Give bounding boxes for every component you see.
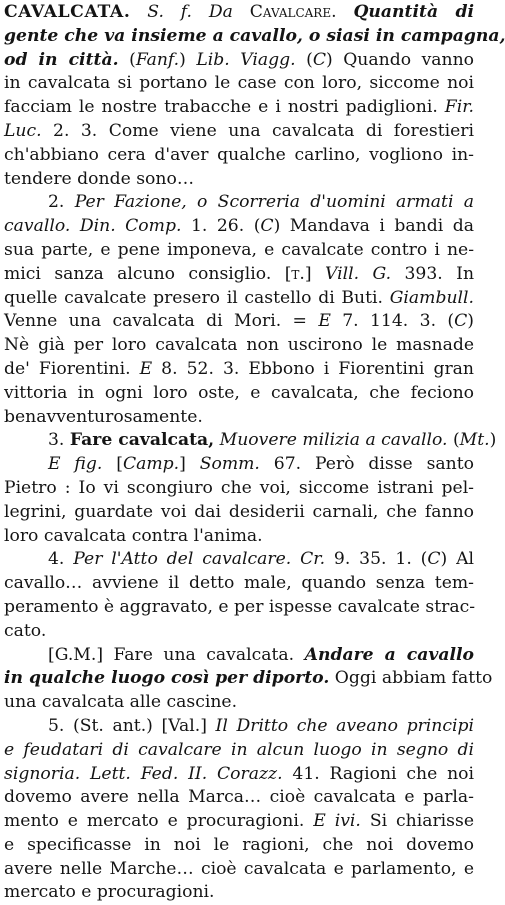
entry-line: avere nelle Marche… cioè cavalcata e parlamento, e: [4, 858, 474, 879]
entry-line: mento e mercato e procuragioni. E ivi. Si chiarisse: [4, 811, 474, 832]
entry-line: e feudatari di cavalcare in alcun luogo in segno di: [4, 739, 474, 760]
entry-line: cavallo. Din. Comp. 1. 26. (C) Mandava i bandi da: [4, 216, 474, 237]
entry-line: tendere donde sono…: [4, 168, 195, 189]
dictionary-entry: [4, 1, 505, 905]
entry-line: in cavalcata si portano le case con loro, siccome noi: [4, 73, 474, 94]
entry-line: mercato e procuragioni.: [4, 882, 215, 903]
entry-line: sua parte, e pene imponeva, e cavalcate contro i ne-: [4, 239, 474, 260]
entry-line: dovemo avere nella Marca… cioè cavalcata e parla-: [4, 787, 474, 808]
entry-line: od in città. (Fanf.) Lib. Viagg. (C) Quando vanno: [4, 49, 475, 70]
entry-line: benavventurosamente.: [4, 406, 203, 427]
entry-line: CAVALCATA. S. f. Da Cavalcare. Quantità di: [4, 2, 475, 22]
entry-line: 2. Per Fazione, o Scorreria d'uomini armati a: [48, 192, 474, 213]
entry-line: signoria. Lett. Fed. II. Corazz. 41. Ragioni che noi: [4, 763, 475, 784]
entry-line: vittoria in ogni loro oste, e cavalcata, che feciono: [4, 382, 474, 403]
entry-line: e specificasse in noi le ragioni, che noi dovemo: [4, 834, 474, 855]
entry-line: 4. Per l'Atto del cavalcare. Cr. 9. 35. 1. (C) Al: [48, 549, 474, 570]
entry-line: in qualche luogo così per diporto. Oggi abbiam fatto: [4, 668, 493, 689]
entry-line: Luc. 2. 3. Come viene una cavalcata di forestieri: [4, 120, 474, 141]
entry-line: legrini, guardate voi dai desiderii carnali, che fanno: [4, 501, 474, 522]
entry-line: Venne una cavalcata di Mori. = E 7. 114. 3. (C): [4, 311, 474, 332]
entry-line: mici sanza alcuno consiglio. [t.] Vill. G. 393. In: [4, 263, 475, 284]
entry-line: peramento è aggravato, e per ispesse cavalcate strac-: [4, 596, 476, 617]
entry-line: Pietro : Io vi scongiuro che voi, siccome istrani pel-: [4, 477, 474, 498]
entry-line: loro cavalcata contra l'anima.: [4, 525, 263, 546]
entry-line: 3. Fare cavalcata, Muovere milizia a cavallo. (Mt.): [48, 430, 497, 451]
entry-line: cato.: [4, 620, 47, 641]
entry-line: una cavalcata alle cascine.: [4, 692, 238, 713]
entry-line: de' Fiorentini. E 8. 52. 3. Ebbono i Fiorentini gran: [4, 358, 474, 379]
entry-line: ch'abbiano cera d'aver qualche carlino, vogliono in-: [4, 144, 474, 165]
entry-line: facciam le nostre trabacche e i nostri padiglioni. Fir.: [4, 97, 474, 118]
headword: CAVALCATA.: [4, 2, 131, 22]
entry-line: cavallo… avviene il detto male, quando senza tem-: [4, 573, 474, 594]
entry-line: [G.M.] Fare una cavalcata. Andare a cavallo: [48, 644, 474, 665]
entry-line: 5. (St. ant.) [Val.] Il Dritto che aveano principi: [48, 715, 474, 736]
entry-line: E fig. [Camp.] Somm. 67. Però disse santo: [48, 454, 474, 475]
entry-line: quelle cavalcate presero il castello di Buti. Giambull.: [4, 287, 474, 308]
entry-line: Nè già per loro cavalcata non uscirono le masnade: [4, 335, 474, 356]
entry-line: gente che va insieme a cavallo, o siasi in campagna,: [4, 25, 505, 46]
